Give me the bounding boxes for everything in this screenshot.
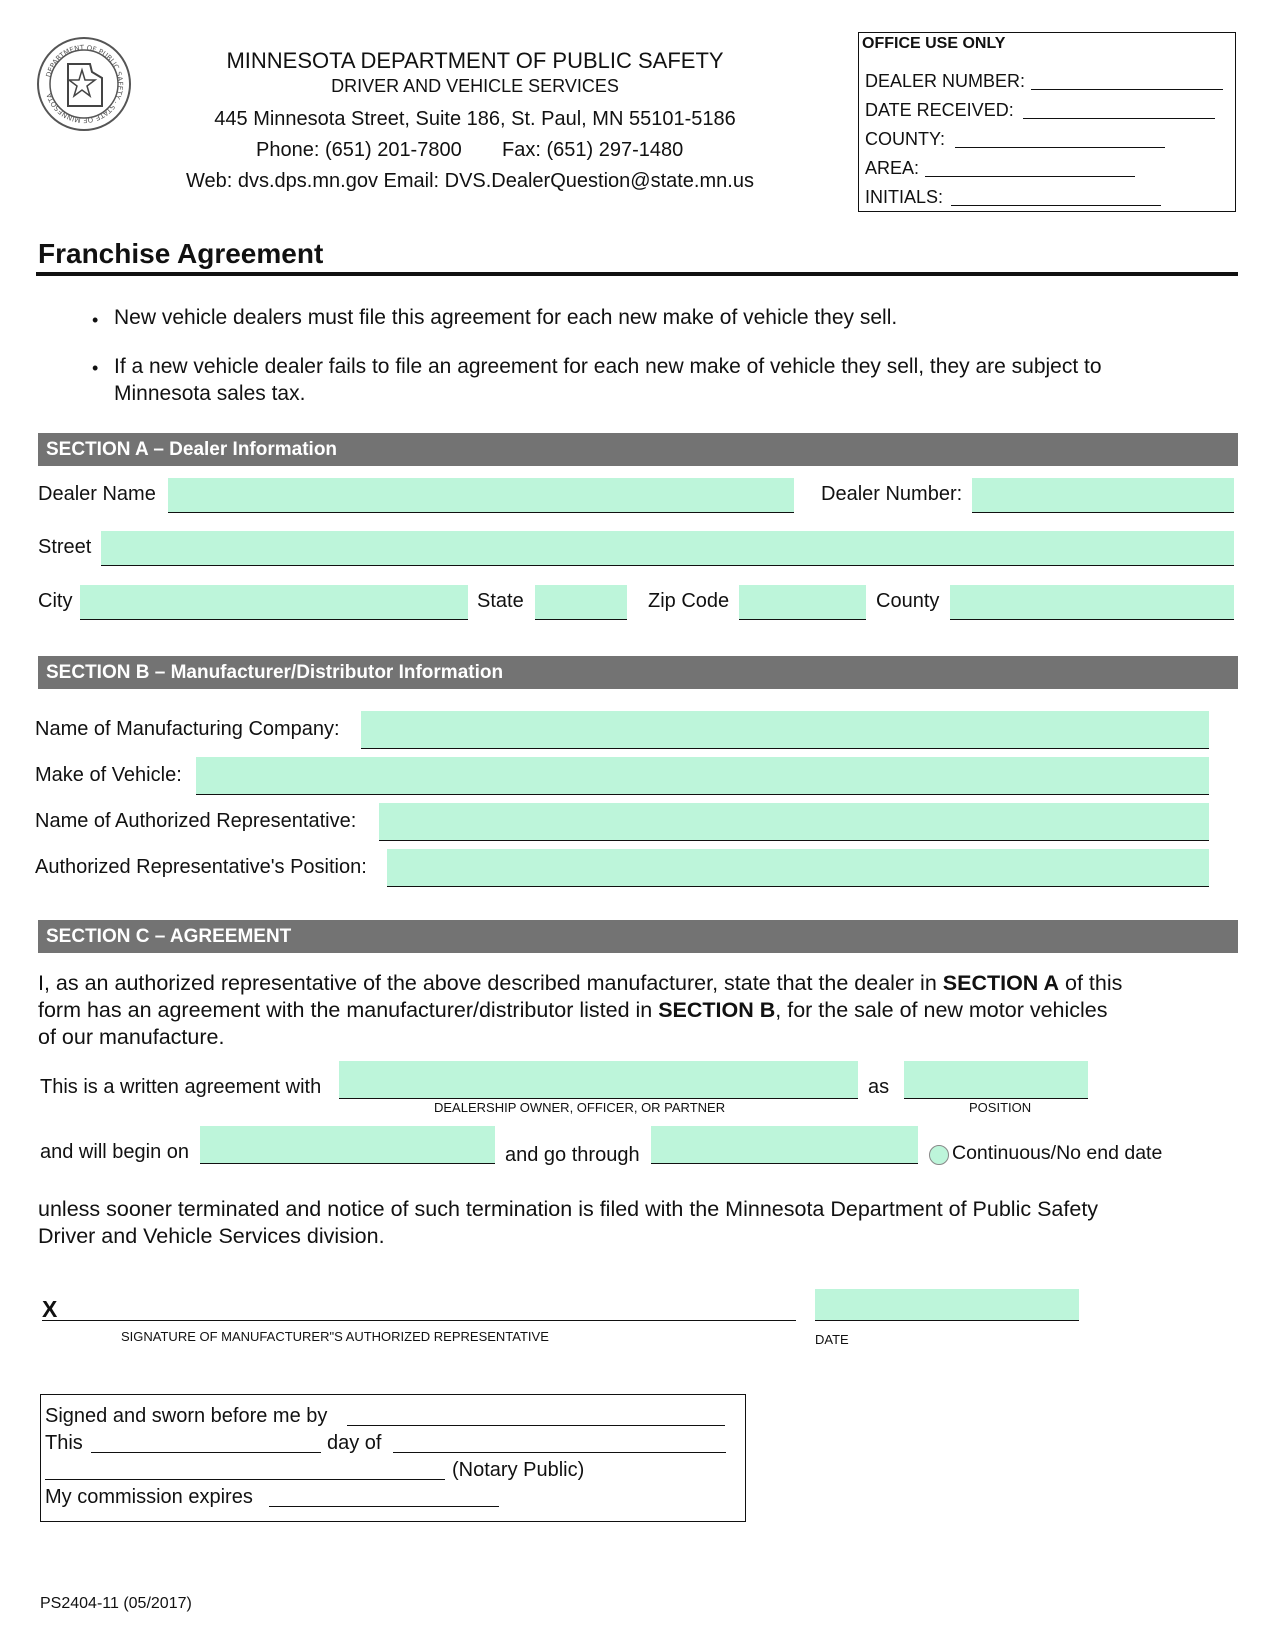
date-caption: DATE [815,1332,849,1347]
county-field[interactable] [950,585,1234,620]
agreement-text: of this [1059,971,1123,995]
fax: Fax: (651) 297-1480 [502,139,684,161]
company-field[interactable] [361,711,1209,749]
section-a-header: SECTION A – Dealer Information [38,433,1238,466]
dealer-number-label: Dealer Number: [821,483,963,505]
bullet-2-line-1: If a new vehicle dealer fails to file an agreement for each new make of vehicle they sell, they are subject to [114,355,1102,378]
office-initials-label: INITIALS: [865,187,944,207]
notary-commission-line[interactable] [269,1506,499,1507]
signature-line[interactable] [42,1320,796,1321]
office-dealer-number-line [1031,89,1223,90]
signature-date-field[interactable] [815,1289,1079,1321]
svg-text:DEPARTMENT OF PUBLIC SAFETY ·: DEPARTMENT OF PUBLIC SAFETY · STATE OF MINNESOTA [44,43,125,125]
bullet-1: New vehicle dealers must file this agreement for each new make of vehicle they sell. [114,306,898,329]
notary-public-label: (Notary Public) [452,1459,585,1481]
notary-this-label: This [45,1432,83,1454]
notary-day-of-label: day of [327,1432,382,1454]
unless-line-2: Driver and Vehicle Services division. [38,1224,385,1248]
go-through-label: and go through [505,1144,640,1166]
office-dealer-number-label: DEALER NUMBER: [865,71,1026,91]
bullet-2-line-2: Minnesota sales tax. [114,382,306,405]
web-email: Web: dvs.dps.mn.gov Email: DVS.DealerQuestion@state.mn.us [186,170,754,192]
rep-field[interactable] [379,803,1209,841]
office-area-line [925,176,1135,177]
notary-public-line[interactable] [45,1479,445,1480]
office-county-label: COUNTY: [865,129,946,149]
bullet-dot: • [92,358,99,378]
bullet-dot: • [92,310,99,330]
zip-label: Zip Code [648,590,730,612]
office-initials-line [951,205,1161,206]
notary-commission-label: My commission expires [45,1486,253,1508]
notary-signed-label: Signed and sworn before me by [45,1405,328,1427]
page-title: Franchise Agreement [38,238,324,269]
street-label: Street [38,536,92,558]
form-number: PS2404-11 (05/2017) [40,1595,192,1612]
continuous-radio[interactable] [929,1145,949,1165]
continuous-label: Continuous/No end date [952,1142,1163,1164]
position-caption: POSITION [969,1100,1032,1115]
begin-on-label: and will begin on [40,1141,189,1163]
notary-day-line[interactable] [91,1452,321,1453]
city-field[interactable] [80,585,468,620]
owner-caption: DEALERSHIP OWNER, OFFICER, OR PARTNER [434,1100,726,1115]
agreement-text: I, as an authorized representative of the above described manufacturer, state that the dealer in [38,971,943,995]
dealer-name-label: Dealer Name [38,483,156,505]
office-date-received-label: DATE RECEIVED: [865,100,1014,120]
signature-caption: SIGNATURE OF MANUFACTURER"S AUTHORIZED REPRESENTATIVE [121,1329,549,1344]
state-label: State [477,590,524,612]
office-use-box [858,32,1236,212]
as-label: as [868,1076,890,1098]
office-date-received-line [1023,118,1215,119]
dealership-owner-field[interactable] [339,1061,858,1099]
phone: Phone: (651) 201-7800 [256,139,462,161]
dealer-name-field[interactable] [168,478,794,513]
section-a-ref: SECTION A [942,971,1060,995]
agreement-line-3: of our manufacture. [38,1025,225,1049]
dept-name: MINNESOTA DEPARTMENT OF PUBLIC SAFETY [226,48,724,73]
section-b-header: SECTION B – Manufacturer/Distributor Information [38,656,1238,689]
company-label: Name of Manufacturing Company: [35,718,340,740]
signature-x-mark: X [42,1296,58,1322]
rep-label: Name of Authorized Representative: [35,810,357,832]
zip-field[interactable] [739,585,866,620]
make-label: Make of Vehicle: [35,764,182,786]
city-label: City [38,590,73,612]
owner-position-field[interactable] [904,1061,1088,1099]
division-name: DRIVER AND VEHICLE SERVICES [331,76,619,96]
unless-line-1: unless sooner terminated and notice of such termination is filed with the Minnesota Department of Public Safety [38,1197,1099,1221]
begin-date-field[interactable] [200,1126,495,1164]
make-field[interactable] [196,757,1209,795]
office-use-title: OFFICE USE ONLY [862,35,1006,52]
office-county-line [955,147,1165,148]
agreement-line-2 [38,998,1108,1023]
state-field[interactable] [535,585,627,620]
street-field[interactable] [101,531,1234,566]
notary-signed-line[interactable] [347,1425,725,1426]
notary-box [40,1394,746,1522]
rep-position-label: Authorized Representative's Position: [35,856,367,878]
title-rule [36,272,1238,276]
end-date-field[interactable] [651,1126,918,1164]
address: 445 Minnesota Street, Suite 186, St. Paul, MN 55101-5186 [214,108,736,130]
notary-month-line[interactable] [393,1452,726,1453]
dealer-number-field[interactable] [972,478,1234,513]
section-c-header: SECTION C – AGREEMENT [38,920,1238,953]
county-label: County [876,590,940,612]
rep-position-field[interactable] [387,849,1209,887]
office-area-label: AREA: [865,158,920,178]
written-with-label: This is a written agreement with [40,1076,322,1098]
state-seal-logo [36,36,132,132]
agreement-line-1 [38,971,1122,996]
section-b-ref: SECTION B [658,998,776,1022]
agreement-text: form has an agreement with the manufacturer/distributor listed in [38,998,659,1022]
agreement-text: , for the sale of new motor vehicles [775,998,1108,1022]
